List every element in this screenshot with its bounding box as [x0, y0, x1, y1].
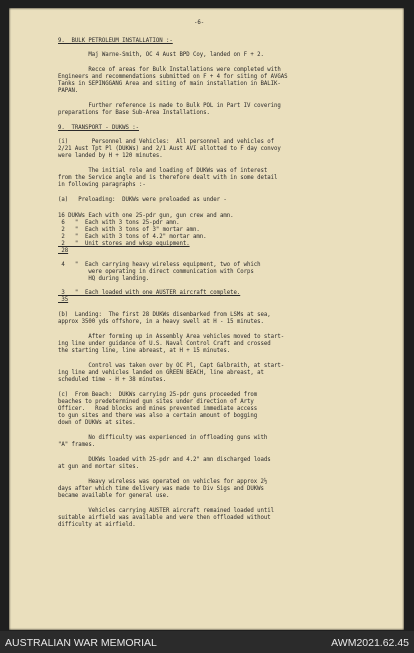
footer-institution: AUSTRALIAN WAR MEMORIAL [5, 637, 157, 649]
text-line: No difficulty was experienced in offloading guns with [58, 435, 268, 441]
list-total: 35 [58, 297, 69, 303]
list-item: 2 " Each with 3 tons of 4.2" mortar amn. [58, 234, 207, 240]
text-line: in following paragraphs :- [58, 182, 146, 188]
list-item: were operating in direct communication with Corps [58, 269, 254, 275]
text-line: (i) Personnel and Vehicles: All personnel and vehicles of [58, 139, 274, 145]
list-item: 2 " Unit stores and wksp equipment. [58, 241, 190, 247]
text-line: Maj Warne-Smith, OC 4 Aust BPD Coy, landed on F + 2. [58, 52, 264, 58]
text-line: Engineers and recommendations submitted on F + 4 for siting of AVGAS [58, 74, 288, 80]
text-line: became available for general use. [58, 493, 170, 499]
text-line: After forming up in Assembly Area vehicles moved to start- [58, 334, 285, 340]
text-line: (c) From Beach: DUKWs carrying 25-pdr guns proceeded from [58, 392, 258, 398]
text-line: "A" frames. [58, 442, 96, 448]
heading-bulk-petroleum: 9. BULK PETROLEUM INSTALLATION :- [58, 38, 173, 44]
text-line: DUKWs loaded with 25-pdr and 4.2" amn discharged loads [58, 457, 271, 463]
list-item: 3 " Each loaded with one AUSTER aircraft complete. [58, 290, 241, 296]
footer-bar [0, 631, 414, 653]
text-line: suitable airfield was available and were then offloaded without [58, 515, 271, 521]
text-line: The initial role and loading of DUKWs was of interest [58, 168, 268, 174]
text-line: to gun sites and there was also a certain amount of bogging [58, 413, 258, 419]
text-line: days after which time delivery was made to Div Sigs and DUKWs [58, 486, 264, 492]
text-line: ing line under guidance of U.S. Naval Control Craft and crossed [58, 341, 271, 347]
text-line: preparations for Base Sub-Area Installations. [58, 110, 210, 116]
subheading-preloading: (a) Preloading: DUKWs were preloaded as under - [58, 197, 227, 203]
text-line: were landed by H + 120 minutes. [58, 153, 163, 159]
text-line: approx 3500 yds offshore, in a heavy swell at H - 15 minutes. [58, 319, 264, 325]
text-line: 2/21 Aust Tpt Pl (DUKWs) and 2/1 Aust AVI allotted to F day convoy [58, 146, 281, 152]
text-line: (b) Landing: The first 28 DUKWs disembarked from LSMs at sea, [58, 312, 271, 318]
list-item: 16 DUKWs Each with one 25-pdr gun, gun crew and amn. [58, 213, 234, 219]
list-subtotal: 28 [58, 248, 69, 254]
footer-accession-number: AWM2021.62.45 [331, 637, 409, 649]
text-line: at gun and mortar sites. [58, 464, 139, 470]
text-line: beaches to predetermined gun sites under direction of Arty [58, 399, 254, 405]
text-line: down of DUKWs at sites. [58, 420, 136, 426]
text-line: Officer. Road blocks and mines prevented immediate access [58, 406, 258, 412]
text-line: Vehicles carrying AUSTER aircraft remained loaded until [58, 508, 274, 514]
text-line: Further reference is made to Bulk POL in Part IV covering [58, 103, 281, 109]
page-number: -6- [194, 20, 205, 26]
text-line: PAPAN. [58, 88, 79, 94]
text-line: ing line and vehicles landed on GREEN BEACH, line abreast, at [58, 370, 264, 376]
heading-transport-dukws: 9. TRANSPORT - DUKWS :- [58, 125, 139, 131]
text-line: the starting line, line abreast, at H + 15 minutes. [58, 348, 231, 354]
text-line: Control was taken over by OC Pl, Capt Galbraith, at start- [58, 363, 285, 369]
list-item: HQ during landing. [58, 276, 150, 282]
list-item: 2 " Each with 3 tons of 3" mortar amn. [58, 227, 200, 233]
text-line: Tanks in SEPINGGANG Area and siting of main installation in BALIK- [58, 81, 281, 87]
document-page [9, 8, 404, 630]
text-line: difficulty at airfield. [58, 522, 136, 528]
text-line: Heavy wireless was operated on vehicles for approx 2½ [58, 479, 268, 485]
list-item: 6 " Each with 3 tons 25-pdr amn. [58, 220, 180, 226]
text-line: scheduled time - H + 38 minutes. [58, 377, 166, 383]
text-line: Recce of areas for Bulk Installations were completed with [58, 67, 281, 73]
list-item: 4 " Each carrying heavy wireless equipment, two of which [58, 262, 261, 268]
text-line: from the Service angle and is therefore dealt with in some detail [58, 175, 278, 181]
